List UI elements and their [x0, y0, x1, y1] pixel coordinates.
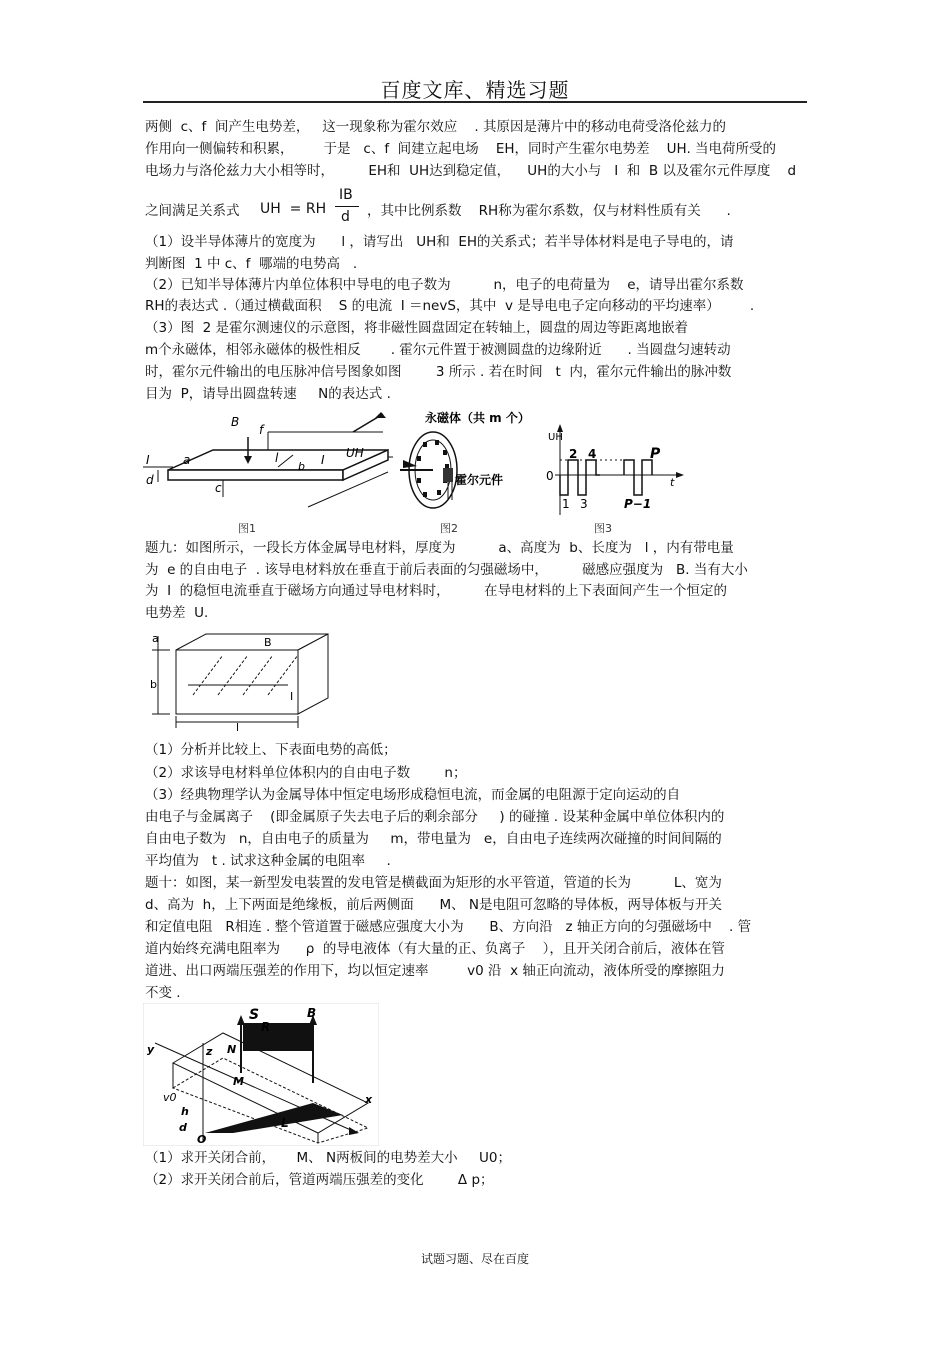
q9-part: （3）经典物理学认为金属导体中恒定电场形成稳恒电流，而金属的电阻源于定向运动的自 — [145, 787, 681, 803]
q10-line: 和定值电阻 R相连 . 整个管道置于磁感应强度大小为 B、方向沿 z 轴正方向的匀强磁场中 . 管 — [145, 919, 752, 935]
fig1-label-b: b — [298, 460, 305, 473]
q10-part: （2）求开关闭合前后，管道两端压强差的变化 Δ p； — [145, 1172, 494, 1188]
fig1-label-l: l — [275, 451, 279, 465]
formula-lhs: UH = RH — [260, 201, 327, 217]
paragraph-line: m个永磁体，相邻永磁体的极性相反 . 霍尔元件置于被测圆盘的边缘附近 . 当圆盘匀速转动 — [145, 342, 731, 358]
figure-1-caption: 图1 — [238, 522, 256, 535]
q9-part: 由电子与金属离子 (即金属原子失去电子后的剩余部分 ) 的碰撞 . 设某种金属中单位体积内的 — [145, 809, 725, 825]
q9-part: 平均值为 t . 试求这种金属的电阻率 . — [145, 853, 391, 869]
fig10-label-h: h — [181, 1105, 189, 1118]
fig1-label-I-left: I — [146, 453, 150, 467]
paragraph-line: （3）图 2 是霍尔测速仪的示意图，将非磁性圆盘固定在转轴上，圆盘的周边等距离地嵌着 — [145, 320, 689, 336]
fig10-label-O: O — [197, 1133, 207, 1146]
q10-line: 道进、出口两端压强差的作用下，均以恒定速率 v0 沿 x 轴正向流动，液体所受的摩擦阻力 — [145, 963, 725, 979]
fig3-y-label: UH — [548, 432, 563, 443]
formula-tail: ，其中比例系数 RH称为霍尔系数，仅与材料性质有关 . — [367, 203, 731, 219]
fig1-label-d: d — [146, 473, 154, 487]
paragraph-line: RH的表达式 .（通过横截面积 S 的电流 I ＝nevS，其中 v 是导电电子定向移动的平均速率） . — [145, 298, 755, 314]
q9-line: 电势差 U. — [145, 605, 209, 621]
fig1-label-c: c — [215, 481, 222, 495]
fraction-bar — [335, 206, 359, 207]
page-footer: 试题习题、尽在百度 — [420, 1252, 529, 1266]
fig2-magnet-label: 永磁体（共 m 个） — [425, 411, 530, 425]
q10-line: 不变 . — [145, 985, 181, 1001]
paragraph-line: （1）设半导体薄片的宽度为 l ，请写出 UH和 EH的关系式；若半导体材料是电子导电的，请 — [145, 234, 734, 250]
fig2-sensor-label: 霍尔元件 — [455, 473, 504, 487]
q10-part: （1）求开关闭合前， M、 N两板间的电势差大小 U0； — [145, 1150, 512, 1166]
figure-q10-generator-pipe — [143, 1003, 379, 1146]
figure-3-caption: 图3 — [594, 522, 612, 535]
figure-2-disk — [395, 408, 535, 520]
figure-q9-conductor-block — [148, 630, 338, 732]
formula-numerator: IB — [339, 187, 353, 203]
formula-lead: 之间满足关系式 — [145, 203, 240, 219]
q9-line: 题九：如图所示，一段长方体金属导电材料，厚度为 a、高度为 b、长度为 l ，内有带电量 — [145, 540, 734, 556]
fig9-label-I: I — [290, 690, 294, 703]
q9-line: 为 I 的稳恒电流垂直于磁场方向通过导电材料时， 在导电材料的上下表面间产生一个恒定的 — [145, 583, 727, 599]
q10-line: d、高为 h，上下两面是绝缘板，前后两侧面 M、 N是电阻可忽略的导体板，两导体板与开关 — [145, 897, 722, 913]
header-rule — [143, 101, 807, 103]
paragraph-line: 电场力与洛伦兹力大小相等时， EH和 UH达到稳定值， UH的大小与 I 和 B 以及霍尔元件厚度 d — [145, 163, 797, 179]
q9-part: （2）求该导电材料单位体积内的自由电子数 n； — [145, 765, 467, 781]
fig1-label-UH: UH — [346, 446, 364, 460]
fig10-label-N: N — [227, 1043, 237, 1056]
fig10-label-M: M — [233, 1075, 244, 1088]
fig1-label-f: f — [259, 423, 264, 437]
figure-2-caption: 图2 — [440, 522, 458, 535]
fig10-label-B: B — [307, 1006, 317, 1020]
fig10-label-z: z — [206, 1045, 213, 1058]
fig3-n3: 3 — [580, 497, 588, 511]
paragraph-line: 作用向一侧偏转和积累， 于是 c、f 间建立起电场 EH，同时产生霍尔电势差 UH. 当电荷所受的 — [145, 141, 777, 157]
paragraph-line: （2）已知半导体薄片内单位体积中导电的电子数为 n，电子的电荷量为 e，请导出霍尔系数 — [145, 277, 744, 293]
fig9-label-B: B — [264, 636, 272, 649]
fig3-n1: 1 — [562, 497, 570, 511]
fig10-label-L: L — [281, 1116, 289, 1130]
fig9-label-b: b — [150, 678, 157, 691]
fig3-origin: 0 — [546, 469, 554, 483]
fig10-label-S: S — [249, 1007, 260, 1023]
paragraph-line: 判断图 1 中 c、f 哪端的电势高 . — [145, 256, 358, 272]
fig10-label-d: d — [179, 1121, 187, 1134]
q9-part: 自由电子数为 n，自由电子的质量为 m，带电量为 e，自由电子连续两次碰撞的时间间隔的 — [145, 831, 722, 847]
q9-line: 为 e 的自由电子 . 该导电材料放在垂直于前后表面的匀强磁场中， 磁感应强度为 B. 当有大小 — [145, 562, 748, 578]
fig3-n4: 4 — [588, 447, 597, 461]
fig10-label-v0: v0 — [163, 1091, 177, 1104]
figure-3-pulse-graph — [540, 420, 690, 518]
fig1-label-I-right: I — [321, 453, 325, 467]
fig1-label-a: a — [183, 453, 191, 467]
fig3-P-minus-1: P−1 — [624, 497, 652, 511]
fig10-label-R: R — [261, 1020, 271, 1034]
formula-denominator: d — [341, 209, 350, 225]
q10-line: 题十：如图，某一新型发电装置的发电管是横截面为矩形的水平管道，管道的长为 L、宽为 — [145, 875, 722, 891]
fig1-label-B: B — [231, 415, 240, 429]
q9-part: （1）分析并比较上、下表面电势的高低； — [145, 742, 397, 758]
fig10-label-x: x — [365, 1093, 373, 1106]
fig3-n2: 2 — [569, 447, 578, 461]
fig10-label-y: y — [147, 1043, 155, 1056]
fig3-t: t — [670, 476, 675, 489]
paragraph-line: 目为 P，请导出圆盘转速 N的表达式 . — [145, 386, 391, 402]
paragraph-line: 时，霍尔元件输出的电压脉冲信号图象如图 3 所示 . 若在时间 t 内，霍尔元件输出的脉冲数 — [145, 364, 732, 380]
fig3-P: P — [650, 446, 661, 462]
q10-line: 道内始终充满电阻率为 ρ 的导电液体（有大量的正、负离子 ），且开关闭合前后，液体在管 — [145, 941, 725, 957]
paragraph-line: 两侧 c、f 间产生电势差， 这一现象称为霍尔效应 . 其原因是薄片中的移动电荷受洛伦兹力的 — [145, 119, 726, 135]
figure-1-hall-plate — [143, 412, 393, 522]
fig9-label-a: a — [152, 632, 159, 645]
page-title: 百度文库、精选习题 — [380, 78, 570, 102]
fig9-label-l: l — [236, 721, 240, 732]
